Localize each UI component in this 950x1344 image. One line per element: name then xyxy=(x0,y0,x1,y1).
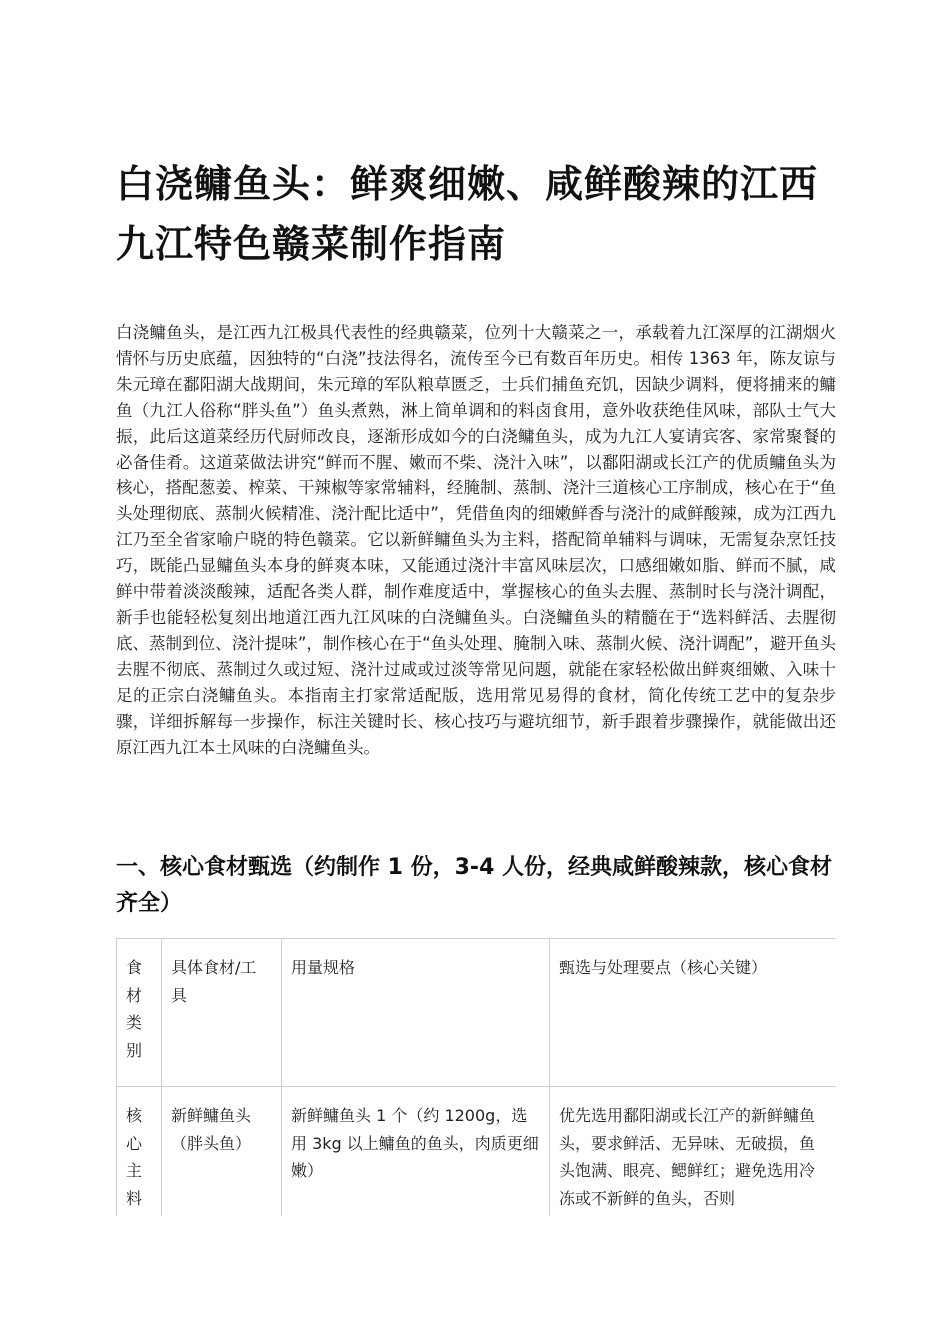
table-header-cell: 食材类别 xyxy=(117,939,162,1087)
section-heading-ingredients: 一、核心食材甄选（约制作 1 份，3-4 人份，经典咸鲜酸辣款，核心食材齐全） xyxy=(116,855,833,916)
table-cell-ingredient: 新鲜鳙鱼头（胖头鱼） xyxy=(162,1087,282,1217)
page-title: 白浇鳙鱼头：鲜爽细嫩、咸鲜酸辣的江西九江特色赣菜制作指南 xyxy=(116,162,819,266)
table-cell-amount: 新鲜鳙鱼头 1 个（约 1200g，选用 3kg 以上鳙鱼的鱼头，肉质更细嫩） xyxy=(282,1087,550,1217)
table-cell-category: 核心主料 xyxy=(117,1087,162,1217)
ingredients-table xyxy=(116,938,836,1216)
table-header-cell: 用量规格 xyxy=(282,939,550,1087)
intro-paragraph: 白浇鳙鱼头，是江西九江极具代表性的经典赣菜，位列十大赣菜之一，承载着九江深厚的江湖烟火情怀与历史底蕴，因独特的“白浇”技法得名，流传至今已有数百年历史。相传 1363 年，陈友谅与朱元璋在鄱阳湖大战期间，朱元璋的军队粮草匮乏，士兵们捕鱼充饥，因缺少调料，便将捕来的鳙鱼（九江人俗称“胖头鱼”）鱼头煮熟，淋上简单调和的料卤食用，意外收获绝佳风味，部队士气大振，此后这道菜经历代厨师改良，逐渐形成如今的白浇鳙鱼头，成为九江人宴请宾客、家常聚餐的必备佳肴。这道菜做法讲究“鲜而不腥、嫩而不柴、浇汁入味”，以鄱阳湖或长江产的优质鳙鱼头为核心，搭配葱姜、榨菜、干辣椒等家常辅料，经腌制、蒸制、浇汁三道核心工序制成，核心在于“鱼头处理彻底、蒸制火候精准、浇汁配比适中”，凭借鱼肉的细嫩鲜香与浇汁的咸鲜酸辣，成为江西九江乃至全省家喻户晓的特色赣菜。它以新鲜鳙鱼头为主料，搭配简单辅料与调味，无需复杂烹饪技巧，既能凸显鳙鱼头本身的鲜爽本味，又能通过浇汁丰富风味层次，口感细嫩如脂、鲜而不腻，咸鲜中带着淡淡酸辣，适配各类人群，制作难度适中，掌握核心的鱼头去腥、蒸制时长与浇汁调配，新手也能轻松复刻出地道江西九江风味的白浇鳙鱼头。白浇鳙鱼头的精髓在于“选料鲜活、去腥彻底、蒸制到位、浇汁提味”，制作核心在于“鱼头处理、腌制入味、蒸制火候、浇汁调配”，避开鱼头去腥不彻底、蒸制过久或过短、浇汁过咸或过淡等常见问题，就能在家轻松做出鲜爽细嫩、入味十足的正宗白浇鳙鱼头。本指南主打家常适配版，选用常见易得的食材，简化传统工艺中的复杂步骤，详细拆解每一步操作，标注关键时长、核心技巧与避坑细节，新手跟着步骤操作，就能做出还原江西九江本土风味的白浇鳙鱼头。 xyxy=(116,323,836,757)
table-header-row xyxy=(117,939,837,1087)
table-header-cell: 甄选与处理要点（核心关键） xyxy=(550,939,837,1087)
ingredients-table-container xyxy=(116,938,836,1216)
table-cell-notes: 优先选用鄱阳湖或长江产的新鲜鳙鱼头，要求鲜活、无异味、无破损，鱼头饱满、眼亮、鳃鲜红；避免选用冷冻或不新鲜的鱼头，否则 xyxy=(550,1087,837,1217)
table-header-cell: 具体食材/工具 xyxy=(162,939,282,1087)
table-row xyxy=(117,1087,837,1217)
